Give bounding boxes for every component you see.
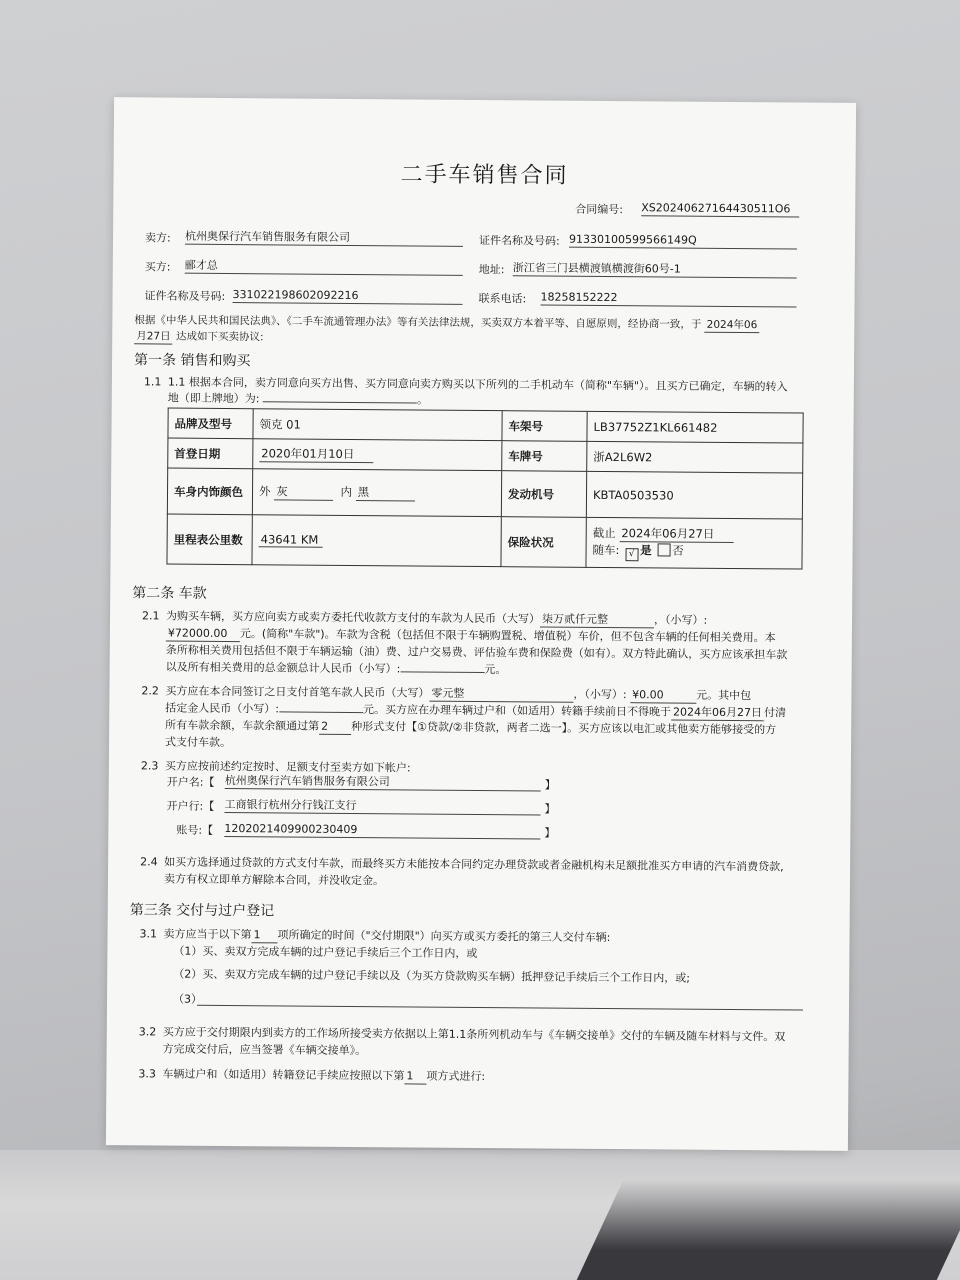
brand-value: 领克 01 — [253, 409, 502, 441]
vin-value: LB37752Z1KL661482 — [587, 411, 803, 443]
plate-key: 车牌号 — [502, 441, 587, 472]
clause-3-3-text: 车辆过户和（如适用）转籍登记手续应按照以下第 1 项方式进行: — [162, 1067, 486, 1084]
mileage-key: 里程表公里数 — [167, 514, 252, 565]
checkbox-no — [657, 543, 670, 556]
clause-1-1-num: 1.1 — [143, 375, 162, 389]
clause-2-2-line-3: 所有车款余额，车款余额通过第 2 种形式支付【①贷款/②非贷款，两者二选一】。买方应该以电汇或其他卖方能够接受的方 — [165, 718, 777, 737]
account-no-label: 账号:【 — [176, 823, 214, 837]
bracket-close-2: 】 — [544, 802, 556, 816]
buyer-id: 331022198602092216 — [233, 288, 463, 305]
shadow-area — [577, 1180, 960, 1280]
seller-id: 91330100599566149Q — [569, 233, 797, 250]
account-name: 杭州奥保行汽车销售服务有限公司 — [225, 774, 541, 791]
clause-2-4-num: 2.4 — [140, 855, 158, 869]
insurance-value: 截止 2024年06月27日 随车: √ 是 否 — [586, 517, 802, 569]
engine-key: 发动机号 — [501, 471, 586, 518]
vehicle-info-table — [166, 408, 803, 570]
clause-2-2-line-1: 买方应在本合同签订之日支付首笔车款人民币（大写） 零元整 ，（小写）: ¥0.00 元。其中包 — [165, 684, 752, 703]
bracket-close-1: 】 — [544, 778, 556, 792]
clause-3-1-text: 卖方应当于以下第 1 项所确定的时间（"交付期限"）向买方或买方委托的第三人交付车辆: — [163, 927, 611, 945]
clause-1-1-text-2: 地（即上牌地）为: 。 — [167, 391, 429, 407]
clause-2-1-line-1: 为购买车辆，买方应向卖方或卖方委托代收款方支付的车款为人民币（大写） 柒万贰仟元整 ，（小写）: — [166, 609, 708, 627]
seller-name: 杭州奥保行汽车销售服务有限公司 — [185, 230, 463, 247]
insurance-key: 保险状况 — [501, 517, 586, 568]
seller-id-label: 证件名称及号码: — [478, 233, 560, 248]
account-name-label: 开户名:【 — [166, 775, 215, 789]
clause-1-1-text: 1.1 根据本合同，卖方同意向买方出售、买方同意向卖方购买以下所列的二手机动车（简称"车辆"）。且买方已确定，车辆的转入 — [167, 375, 788, 394]
clause-2-1-num: 2.1 — [142, 609, 160, 623]
clause-3-2-num: 3.2 — [138, 1025, 157, 1039]
clause-2-1-line-2: ¥72000.00 元。(简称"车款")。车款为含税（包括但不限于车辆购置税、增值税）车价，但不包含车辆的任何相关费用。本 — [166, 627, 776, 647]
clause-2-2-num: 2.2 — [141, 684, 160, 698]
buyer-address: 浙江省三门县横渡镇横渡街60号-1 — [513, 261, 797, 278]
clause-2-2-line-4: 式支付车款。 — [165, 735, 232, 750]
clause-3-1-option-3: （3） — [172, 992, 203, 1006]
clause-2-4-line-2: 卖方有权立即单方解除本合同，并没收定金。 — [163, 872, 385, 888]
buyer-id-label: 证件名称及号码: — [144, 289, 226, 303]
clause-2-4-line-1: 如买方选择通过贷款的方式支付车款，而最终买方未能按本合同约定办理贷款或者金融机构未足额批准买方申请的汽车消费贷款, — [164, 855, 784, 874]
clause-3-3-num: 3.3 — [138, 1067, 157, 1081]
reg-date-key: 首登日期 — [168, 438, 253, 469]
clause-2-3-num: 2.3 — [140, 759, 159, 773]
buyer-phone: 18258152222 — [541, 290, 797, 307]
clause-3-2-line-2: 方完成交付后，应当签署《车辆交接单》。 — [162, 1042, 367, 1058]
engine-value: KBTA0503530 — [586, 471, 802, 519]
address-label: 地址: — [478, 262, 505, 277]
section-2-heading: 第二条 车款 — [132, 585, 207, 602]
bank-name: 工商银行杭州分行钱江支行 — [225, 798, 541, 815]
brand-key: 品牌及型号 — [168, 408, 253, 439]
color-key: 车身内饰颜色 — [167, 468, 252, 515]
account-no: 1202021409900230409 — [224, 822, 540, 839]
buyer-label: 买方: — [144, 260, 171, 274]
plate-value: 浙A2L6W2 — [587, 441, 803, 473]
intro-text-2: 月27日 达成如下买卖协议: — [134, 329, 263, 345]
clause-3-1-num: 3.1 — [139, 927, 158, 941]
section-1-heading: 第一条 销售和购买 — [133, 352, 251, 370]
contract-no-label: 合同编号: — [575, 202, 624, 217]
clause-2-1-line-3: 条所称相关费用包括但不限于车辆运输（油）费、过户交易费、评估验车费和保险费（如有）。双方特此确认，买方应该承担车款 — [165, 643, 788, 662]
clause-2-1-line-4: 以及所有相关费用的总金额总计人民币（小写）: 元。 — [165, 660, 507, 677]
color-value: 外 灰 内 黑 — [252, 469, 501, 517]
reg-date-value: 2020年01月10日 — [253, 439, 502, 471]
seller-label: 卖方: — [144, 231, 171, 245]
checkbox-yes: √ — [625, 548, 638, 561]
bank-label: 开户行:【 — [166, 799, 215, 813]
phone-label: 联系电话: — [478, 291, 527, 306]
clause-3-1-option-2: （2）买、卖双方完成车辆的过户登记手续以及（为买方贷款购买车辆）抵押登记手续后三个工作日内，或; — [173, 967, 690, 985]
contract-title: 二手车销售合同 — [400, 162, 569, 189]
bracket-close-3: 】 — [544, 826, 556, 840]
clause-2-3-text: 买方应按前述约定按时、足额支付至卖方如下帐户: — [164, 759, 411, 775]
contract-no: XS20240627164430511O6 — [641, 201, 799, 217]
clause-3-2-line-1: 买方应于交付期限内到卖方的工作场所接受卖方依据以上第1.1条所列机动车与《车辆交接单》交付的车辆及随车材料与文件。双 — [162, 1025, 786, 1044]
clause-3-1-option-3-blank — [197, 991, 803, 1011]
section-3-heading: 第三条 交付与过户登记 — [129, 902, 275, 920]
vin-key: 车架号 — [502, 411, 587, 442]
clause-2-2-line-2: 括定金人民币（小写）: 元。买方应在办理车辆过户和（如适用）转籍手续前日不得晚于 2024年06月27日 付清 — [165, 701, 787, 720]
mileage-value: 43641 KM — [252, 515, 501, 567]
buyer-name: 郦才总 — [185, 259, 463, 276]
contract-paper — [106, 97, 856, 1151]
clause-3-1-option-1: （1）买、卖双方完成车辆的过户登记手续后三个工作日内，或 — [173, 944, 478, 960]
intro-text: 根据《中华人民共和国民法典》、《二手车流通管理办法》等有关法律法规，买卖双方本着平等、自愿原则，经协商一致，于 2024年06 — [134, 313, 759, 333]
